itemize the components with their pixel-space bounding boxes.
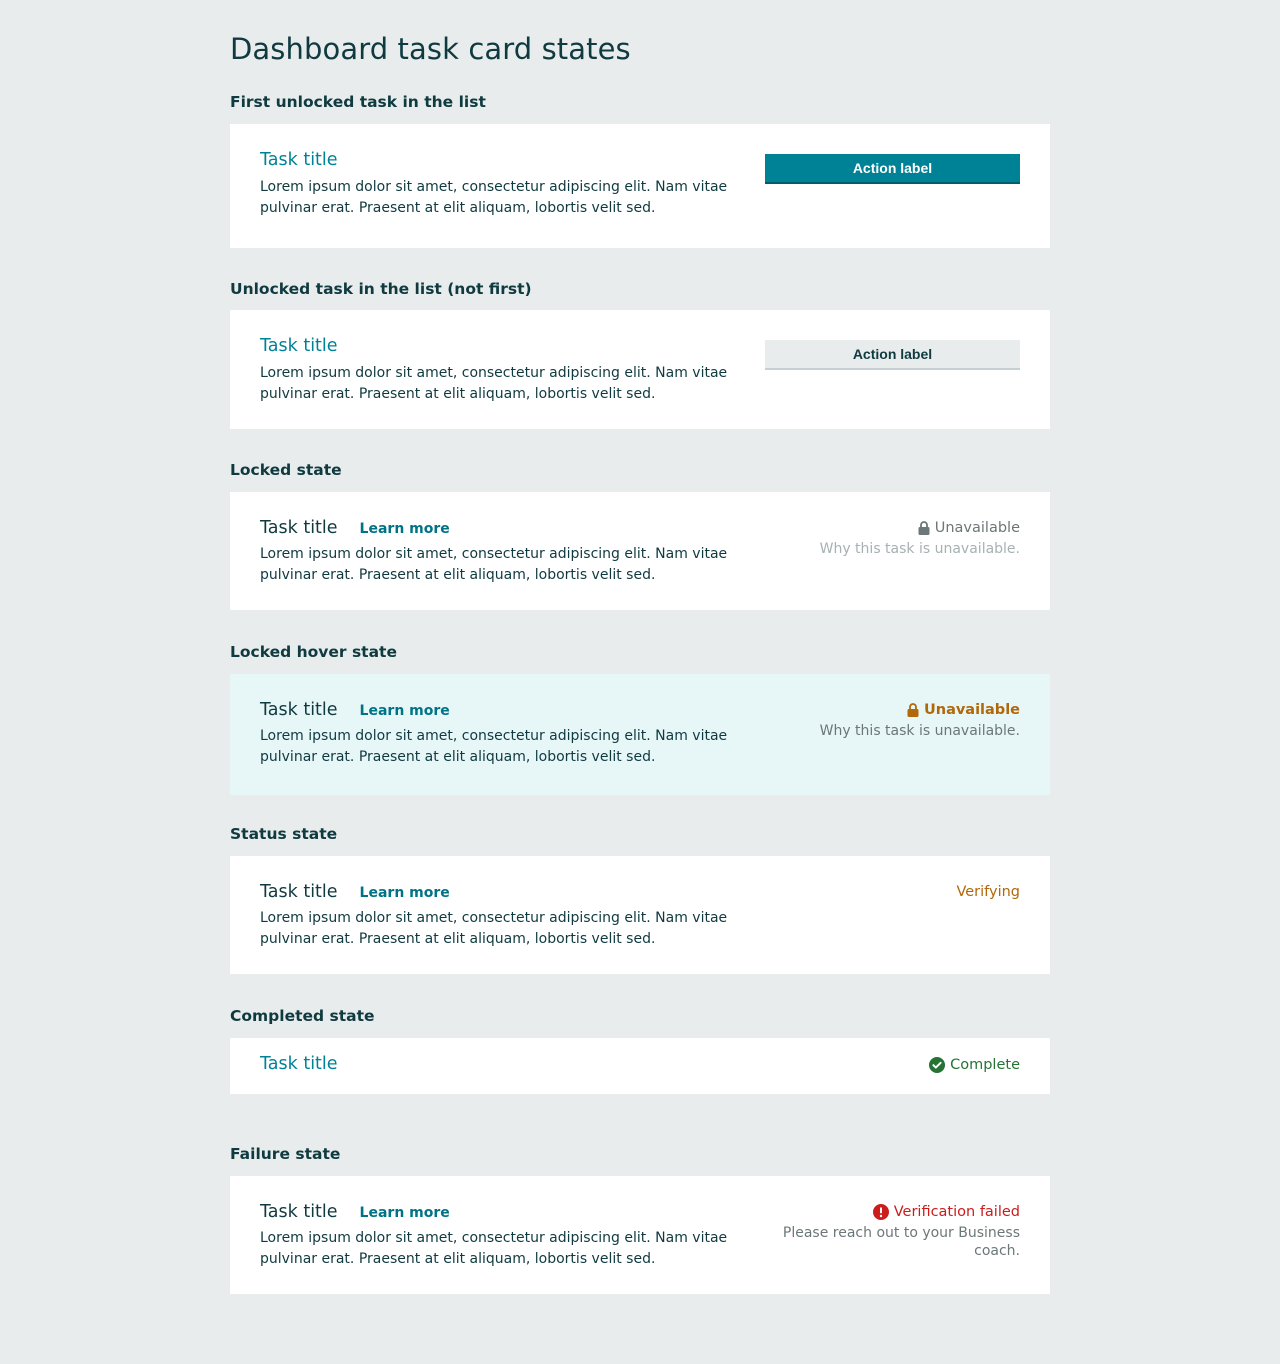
learn-more-link[interactable]: Learn more xyxy=(359,1205,450,1221)
secondary-action-button[interactable]: Action label xyxy=(765,340,1020,370)
task-title[interactable]: Task title xyxy=(260,336,338,356)
section-label-first-unlocked: First unlocked task in the list xyxy=(230,93,486,111)
page-title: Dashboard task card states xyxy=(230,32,631,66)
section-label-failure: Failure state xyxy=(230,1145,341,1163)
task-card-first-unlocked xyxy=(230,124,1050,248)
status-text: Unavailable xyxy=(923,702,1020,718)
status-detail: Please reach out to your Business coach. xyxy=(782,1225,1020,1259)
task-card-status xyxy=(230,856,1050,974)
section-label-completed: Completed state xyxy=(230,1007,375,1025)
status-text: Verifying xyxy=(956,884,1020,900)
status-text: Complete xyxy=(950,1057,1020,1073)
task-description: Lorem ipsum dolor sit amet, consectetur adipiscing elit. Nam vitae pulvinar erat. Praesent at elit aliquam, lobortis velit sed. xyxy=(260,365,728,402)
section-label-unlocked: Unlocked task in the list (not first) xyxy=(230,280,532,298)
learn-more-link[interactable]: Learn more xyxy=(359,703,450,719)
task-card-unlocked xyxy=(230,310,1050,429)
lock-icon xyxy=(907,703,919,717)
task-description: Lorem ipsum dolor sit amet, consectetur adipiscing elit. Nam vitae pulvinar erat. Praesent at elit aliquam, lobortis velit sed. xyxy=(260,728,728,765)
task-title: Task title xyxy=(260,518,338,538)
lock-icon xyxy=(918,521,930,535)
task-description: Lorem ipsum dolor sit amet, consectetur adipiscing elit. Nam vitae pulvinar erat. Praesent at elit aliquam, lobortis velit sed. xyxy=(260,910,728,947)
status-block xyxy=(956,884,1020,900)
task-card-locked-hover[interactable] xyxy=(230,674,1050,795)
task-title[interactable]: Task title xyxy=(260,1054,338,1074)
task-card-failure xyxy=(230,1176,1050,1294)
task-title: Task title xyxy=(260,700,338,720)
status-detail: Why this task is unavailable. xyxy=(819,723,1020,739)
task-card-locked xyxy=(230,492,1050,610)
task-title[interactable]: Task title xyxy=(260,150,338,170)
status-block xyxy=(820,520,1020,558)
check-circle-icon xyxy=(929,1057,945,1073)
task-card-completed xyxy=(230,1038,1050,1094)
primary-action-button[interactable]: Action label xyxy=(765,154,1020,184)
status-block xyxy=(929,1057,1020,1073)
learn-more-link[interactable]: Learn more xyxy=(359,885,450,901)
task-title: Task title xyxy=(260,1202,338,1222)
task-title: Task title xyxy=(260,882,338,902)
alert-circle-icon xyxy=(873,1204,889,1220)
status-text: Verification failed xyxy=(893,1204,1020,1220)
task-description: Lorem ipsum dolor sit amet, consectetur adipiscing elit. Nam vitae pulvinar erat. Praesent at elit aliquam, lobortis velit sed. xyxy=(260,1230,728,1267)
status-block xyxy=(820,702,1020,740)
task-description: Lorem ipsum dolor sit amet, consectetur adipiscing elit. Nam vitae pulvinar erat. Praesent at elit aliquam, lobortis velit sed. xyxy=(260,546,728,583)
status-block xyxy=(780,1204,1020,1260)
status-text: Unavailable xyxy=(934,520,1020,536)
learn-more-link[interactable]: Learn more xyxy=(359,521,450,537)
section-label-status: Status state xyxy=(230,825,338,843)
status-detail: Why this task is unavailable. xyxy=(819,541,1020,557)
section-label-locked-hover: Locked hover state xyxy=(230,643,397,661)
task-description: Lorem ipsum dolor sit amet, consectetur adipiscing elit. Nam vitae pulvinar erat. Praesent at elit aliquam, lobortis velit sed. xyxy=(260,179,728,216)
section-label-locked: Locked state xyxy=(230,461,342,479)
